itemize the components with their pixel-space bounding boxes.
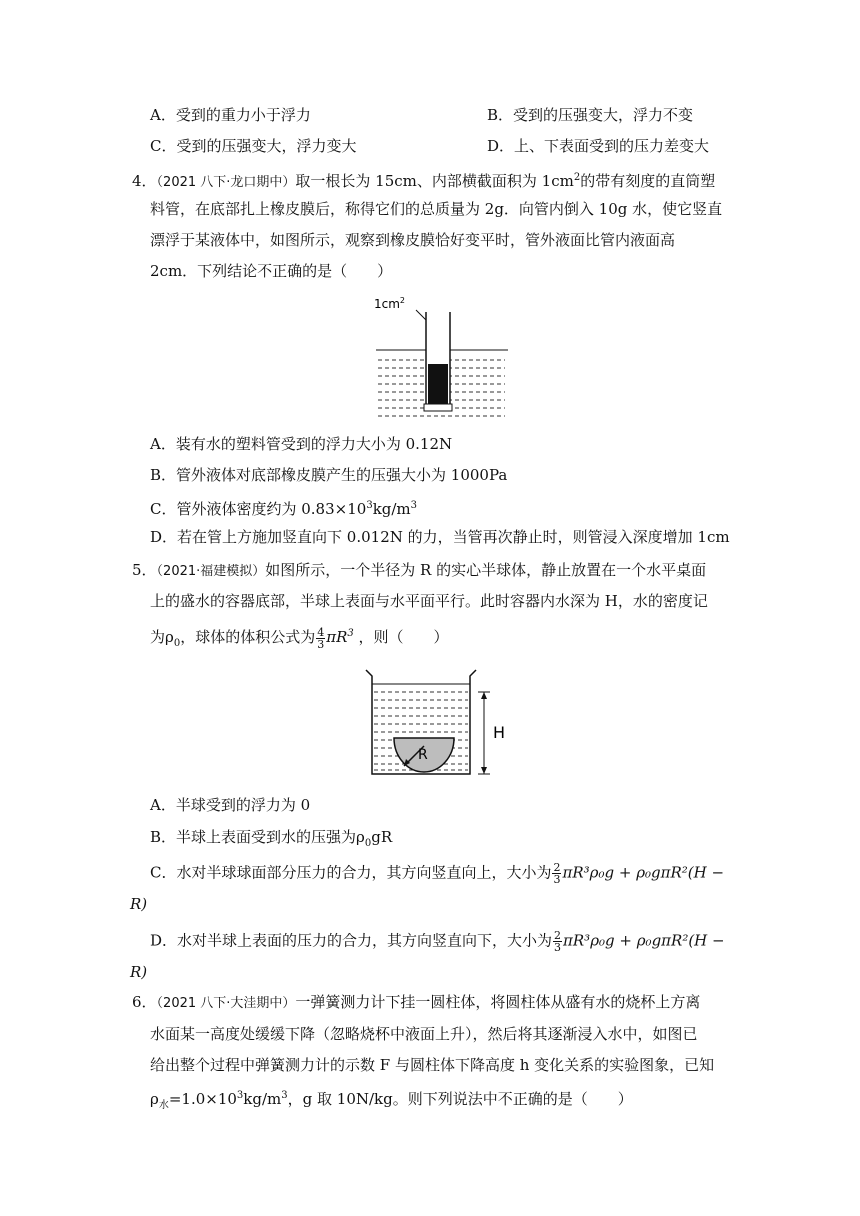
q3-option-a: A．受到的重力小于浮力 bbox=[150, 106, 311, 124]
q5-volume-tail: πR bbox=[326, 628, 348, 646]
q4-option-c bbox=[150, 496, 417, 519]
q4-option-c-text: C．管外液体密度约为 0.83×10 bbox=[150, 500, 367, 518]
q5-option-d-fraction: $\frac{2}{3}$ bbox=[554, 929, 562, 954]
q5-container-figure bbox=[362, 666, 522, 780]
q5-text-1: 如图所示，一个半径为 R 的实心半球体，静止放置在一个水平桌面 bbox=[265, 561, 707, 579]
q4-option-c-sup: 3 bbox=[366, 500, 373, 511]
q5-option-c-formula-tail: R) bbox=[130, 895, 148, 913]
q6-density: =1.0×10 bbox=[168, 1090, 237, 1108]
q4-line-4: 2cm．下列结论不正确的是（ ） bbox=[150, 262, 393, 280]
q4-tube-figure bbox=[370, 290, 510, 420]
q5-figure-r: R bbox=[418, 747, 428, 763]
q5-line-3 bbox=[150, 624, 449, 654]
q5-option-d-formula-tail: R) bbox=[130, 963, 148, 981]
q6-source: （2021 八下·大洼期中） bbox=[156, 996, 296, 1011]
q5-option-b-text: B．半球上表面受到水的压强为ρ bbox=[150, 828, 365, 846]
q4-text-1b: 的带有刻度的直筒塑 bbox=[580, 172, 716, 190]
q4-sup: 2 bbox=[573, 172, 581, 183]
q4-option-d: D．若在管上方施加竖直向下 0.012N 的力，当管再次静止时，则管浸入深度增加 1cm bbox=[150, 528, 730, 546]
q4-option-b: B．管外液体对底部橡皮膜产生的压强大小为 1000Pa bbox=[150, 466, 508, 484]
q5-option-c bbox=[150, 862, 724, 885]
q5-text-3-end: ，则（ ） bbox=[353, 628, 449, 646]
q5-option-d-text: D．水对半球上表面的压力的合力，其方向竖直向下，大小为 bbox=[150, 931, 553, 950]
q5-option-c-formula: πR³ρ₀g + ρ₀gπR²(H − bbox=[562, 863, 725, 882]
q5-volume-sup: 3 bbox=[347, 628, 354, 639]
q4-number: 4． bbox=[132, 172, 157, 190]
q5-volume-fraction: $\frac{4}{3}$ bbox=[317, 625, 325, 651]
q5-option-b-tail: gR bbox=[371, 828, 393, 846]
q6-unit: kg/m bbox=[243, 1090, 282, 1108]
q6-text-1: 一弹簧测力计下挂一圆柱体，将圆柱体从盛有水的烧杯上方离 bbox=[295, 993, 701, 1011]
q6-rho: ρ bbox=[150, 1090, 159, 1108]
q6-text-4-end: ，g 取 10N/kg。则下列说法中不正确的是（ ） bbox=[287, 1090, 633, 1108]
q6-line-2: 水面某一高度处缓缓下降（忽略烧杯中液面上升），然后将其逐渐浸入水中，如图已 bbox=[150, 1025, 698, 1043]
q5-option-b-sub: 0 bbox=[364, 838, 372, 849]
q4-source: （2021 八下·龙口期中） bbox=[156, 175, 296, 190]
q5-rho-sub: 0 bbox=[173, 638, 181, 649]
q4-line-1 bbox=[132, 168, 715, 193]
q3-option-c: C．受到的压强变大，浮力变大 bbox=[150, 137, 357, 155]
q6-line-4 bbox=[150, 1086, 633, 1116]
q5-option-c-wrap bbox=[130, 894, 147, 914]
q5-line-2: 上的盛水的容器底部，半球上表面与水平面平行。此时容器内水深为 H，水的密度记 bbox=[150, 592, 708, 610]
q5-number: 5． bbox=[132, 561, 157, 579]
q5-option-a: A．半球受到的浮力为 0 bbox=[150, 796, 311, 814]
q5-option-c-fraction: $\frac{2}{3}$ bbox=[553, 861, 561, 886]
q3-option-d: D．上、下表面受到的压力差变大 bbox=[487, 137, 710, 155]
q5-option-c-text: C．水对半球球面部分压力的合力，其方向竖直向上，大小为 bbox=[150, 863, 552, 882]
q4-line-3: 漂浮于某液体中，如图所示，观察到橡皮膜恰好变平时，管外液面比管内液面高 bbox=[150, 231, 676, 249]
q5-source: （2021·福建模拟） bbox=[156, 564, 266, 579]
q6-line-1 bbox=[132, 992, 700, 1014]
q6-line-3: 给出整个过程中弹簧测力计的示数 F 与圆柱体下降高度 h 变化关系的实验图象，已知 bbox=[150, 1056, 715, 1074]
q4-option-c-sup2: 3 bbox=[410, 500, 418, 511]
q4-option-a: A．装有水的塑料管受到的浮力大小为 0.12N bbox=[150, 435, 453, 453]
q5-line-1 bbox=[132, 560, 706, 582]
q6-number: 6． bbox=[132, 993, 157, 1011]
q3-option-b: B．受到的压强变大，浮力不变 bbox=[487, 106, 694, 124]
q4-line-2: 料管，在底部扎上橡皮膜后，称得它们的总质量为 2g．向管内倒入 10g 水，使它竖直 bbox=[150, 200, 723, 218]
q5-figure-h: H bbox=[493, 723, 506, 742]
q4-option-c-unit: kg/m bbox=[372, 500, 411, 518]
q6-sup: 3 bbox=[236, 1090, 244, 1101]
q5-option-b bbox=[150, 827, 392, 854]
q5-option-d bbox=[150, 930, 725, 953]
q6-sup2: 3 bbox=[281, 1090, 288, 1101]
q5-option-d-formula: πR³ρ₀g + ρ₀gπR²(H − bbox=[563, 931, 725, 950]
q5-option-d-wrap bbox=[130, 962, 147, 982]
q4-text-1a: 取一根长为 15cm、内部横截面积为 1cm bbox=[295, 172, 574, 190]
q5-rho: 为ρ bbox=[150, 628, 174, 646]
q4-figure-label: $1cm^2$ bbox=[374, 296, 406, 311]
q6-rho-sub: 水 bbox=[158, 1100, 169, 1111]
q5-text-3: ，球体的体积公式为 bbox=[180, 628, 316, 646]
